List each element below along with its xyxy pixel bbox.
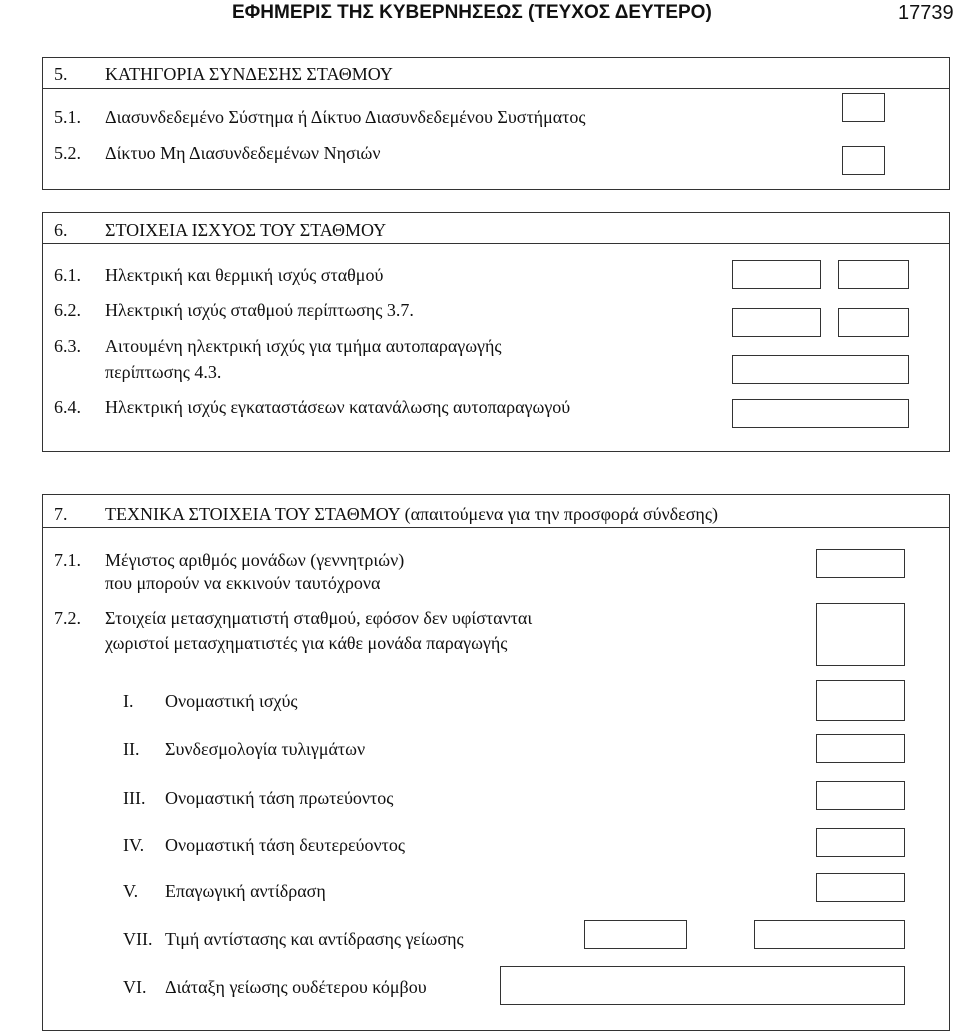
subitem-vi-label: Διάταξη γείωσης ουδέτερου κόμβου: [165, 977, 427, 997]
section-6-header-rule: [43, 243, 949, 244]
item-6-2-number: 6.2.: [54, 300, 81, 320]
subitem-vi-number: VI.: [123, 977, 147, 997]
gazette-title: ΕΦΗΜΕΡΙΣ ΤΗΣ ΚΥΒΕΡΝΗΣΕΩΣ (ΤΕΥΧΟΣ ΔΕΥΤΕΡΟ): [232, 2, 712, 23]
field-7-2[interactable]: [816, 603, 905, 666]
section-5: [42, 57, 950, 190]
subitem-ii-label: Συνδεσμολογία τυλιγμάτων: [165, 739, 366, 759]
field-7-1[interactable]: [816, 549, 905, 578]
subitem-vii-label: Τιμή αντίστασης και αντίδρασης γείωσης: [165, 929, 464, 949]
page-number: 17739: [898, 2, 954, 24]
item-5-1-number: 5.1.: [54, 107, 81, 127]
item-7-2-label: Στοιχεία μετασχηματιστή σταθμού, εφόσον δεν υφίστανται: [105, 608, 533, 628]
item-6-1-label: Ηλεκτρική και θερμική ισχύς σταθμού: [105, 265, 384, 285]
item-5-1-label: Διασυνδεδεμένο Σύστημα ή Δίκτυο Διασυνδεδεμένου Συστήματος: [105, 107, 586, 127]
item-7-1-label: Μέγιστος αριθμός μονάδων (γεννητριών): [105, 550, 405, 570]
subitem-i-number: I.: [123, 691, 134, 711]
field-subitem-vi[interactable]: [500, 966, 905, 1005]
item-6-2-label: Ηλεκτρική ισχύς σταθμού περίπτωσης 3.7.: [105, 300, 414, 320]
item-6-3-label-line2: περίπτωσης 4.3.: [105, 362, 222, 382]
section-7-number: 7.: [54, 504, 68, 524]
field-subitem-vii-reactance[interactable]: [754, 920, 905, 949]
item-7-2-label-line2: χωριστοί μετασχηματιστές για κάθε μονάδα παραγωγής: [105, 633, 508, 653]
checkbox-5-2[interactable]: [842, 146, 885, 175]
section-6-title: ΣΤΟΙΧΕΙΑ ΙΣΧΥΟΣ ΤΟΥ ΣΤΑΘΜΟΥ: [105, 220, 387, 240]
item-7-2-number: 7.2.: [54, 608, 81, 628]
item-7-1-number: 7.1.: [54, 550, 81, 570]
section-7-title: ΤΕΧΝΙΚΑ ΣΤΟΙΧΕΙΑ ΤΟΥ ΣΤΑΘΜΟΥ (απαιτούμενα για την προσφορά σύνδεσης): [105, 504, 718, 524]
field-subitem-i[interactable]: [816, 680, 905, 721]
item-5-2-label: Δίκτυο Μη Διασυνδεδεμένων Νησιών: [105, 143, 381, 163]
subitem-ii-number: II.: [123, 739, 140, 759]
field-subitem-iii[interactable]: [816, 781, 905, 810]
page-header: [0, 2, 960, 28]
subitem-iv-label: Ονομαστική τάση δευτερεύοντος: [165, 835, 405, 855]
item-7-1-label-line2: που μπορούν να εκκινούν ταυτόχρονα: [105, 573, 381, 593]
subitem-i-label: Ονομαστική ισχύς: [165, 691, 298, 711]
field-subitem-v[interactable]: [816, 873, 905, 902]
item-6-4-label: Ηλεκτρική ισχύς εγκαταστάσεων κατανάλωσης αυτοπαραγωγού: [105, 397, 571, 417]
section-5-number: 5.: [54, 64, 68, 84]
subitem-v-label: Επαγωγική αντίδραση: [165, 881, 326, 901]
section-6-number: 6.: [54, 220, 68, 240]
field-6-3[interactable]: [732, 355, 909, 384]
subitem-v-number: V.: [123, 881, 139, 901]
item-6-3-label: Αιτουμένη ηλεκτρική ισχύς για τμήμα αυτοπαραγωγής: [105, 336, 502, 356]
field-subitem-iv[interactable]: [816, 828, 905, 857]
section-5-header-rule: [43, 88, 949, 89]
field-6-1-thermal[interactable]: [838, 260, 909, 289]
subitem-iv-number: IV.: [123, 835, 145, 855]
item-6-4-number: 6.4.: [54, 397, 81, 417]
section-6: [42, 212, 950, 452]
field-6-2-a[interactable]: [732, 308, 821, 337]
field-subitem-vii-resistance[interactable]: [584, 920, 687, 949]
section-7-header-rule: [43, 527, 949, 528]
item-5-2-number: 5.2.: [54, 143, 81, 163]
subitem-iii-label: Ονομαστική τάση πρωτεύοντος: [165, 788, 394, 808]
item-6-1-number: 6.1.: [54, 265, 81, 285]
field-6-2-b[interactable]: [838, 308, 909, 337]
section-5-title: ΚΑΤΗΓΟΡΙΑ ΣΥΝΔΕΣΗΣ ΣΤΑΘΜΟΥ: [105, 64, 393, 84]
item-6-3-number: 6.3.: [54, 336, 81, 356]
field-6-1-electric[interactable]: [732, 260, 821, 289]
section-7: [42, 494, 950, 1031]
field-subitem-ii[interactable]: [816, 734, 905, 763]
checkbox-5-1[interactable]: [842, 93, 885, 122]
subitem-vii-number: VII.: [123, 929, 153, 949]
field-6-4[interactable]: [732, 399, 909, 428]
subitem-iii-number: III.: [123, 788, 146, 808]
